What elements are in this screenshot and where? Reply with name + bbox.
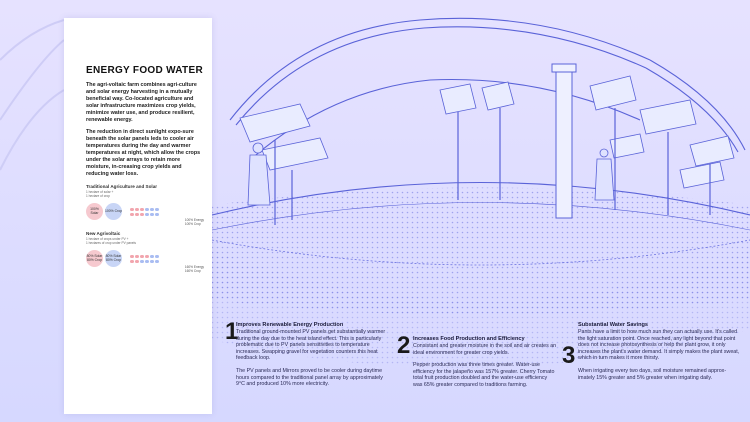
agrivoltaic-heading: New Agrivoltaic: [86, 230, 121, 236]
section-3-number: 3: [562, 342, 576, 369]
dot: [150, 213, 154, 217]
traditional-result-crop: 100% Crop: [184, 221, 201, 226]
dot: [135, 208, 139, 212]
section-2-number: 2: [397, 332, 411, 359]
agrivoltaic-dots: [130, 255, 159, 264]
traditional-sub1: 1 hectare of solar +: [86, 189, 114, 194]
dot: [130, 255, 134, 259]
dot: [135, 255, 139, 259]
dot: [150, 255, 154, 259]
section-1-number: 1: [225, 318, 239, 345]
agrivoltaic-sub2: 1 hectares of crop under PV panels: [86, 240, 136, 245]
traditional-dots: [130, 208, 159, 217]
dot: [130, 260, 134, 264]
card-title: ENERGY FOOD WATER: [86, 65, 203, 76]
section-2-body: [413, 336, 557, 395]
dot: [135, 213, 139, 217]
traditional-legend: [86, 201, 204, 226]
section-2-title: Increases Food Production and Efficiency: [413, 336, 525, 342]
traditional-crop-bubble: 100% Crop: [105, 203, 122, 220]
agrivoltaic-solar-bubble: 80% Solar 80% Crop: [86, 250, 103, 267]
dot: [135, 260, 139, 264]
agrivoltaic-legend: [86, 248, 204, 273]
traditional-heading: Traditional Agriculture and Solar: [86, 183, 158, 189]
agrivoltaic-result-crop: 160% Crop: [184, 268, 201, 273]
dot: [140, 208, 144, 212]
dot: [155, 213, 159, 217]
dot: [155, 208, 159, 212]
intro-paragraph: The agri-voltaic farm combines agri-culture and solar energy harvesting in a mutually beneficial way. Co-located agriculture and solar infrastructure maximizes crop yields, minimize water use, and produce resilient, renewable energy.: [86, 82, 197, 123]
agrivoltaic-diagram: [86, 230, 204, 273]
section-3-paragraph-2: When irrigating every two days, soil moisture remained approx-imately 15% greater and 5% greater when irrigating daily.: [578, 367, 727, 381]
section-3-title: Substantial Water Savings: [578, 322, 649, 328]
dot: [130, 213, 134, 217]
dot: [140, 255, 144, 259]
dot: [150, 208, 154, 212]
traditional-sub2: 1 hectare of crop: [86, 193, 110, 198]
section-2-paragraph-2: Pepper production was three times greater. Water-use efficiency for the jalapeño was 157% greater. Cherry Tomato total fruit production doubled and the water-use efficiency was 65% greater compared to traditions farming.: [413, 362, 555, 388]
dot: [155, 255, 159, 259]
agrivoltaic-result: [185, 265, 204, 273]
dot: [145, 255, 149, 259]
agrivoltaic-sub1: 1 hectare of crops under PV +: [86, 236, 129, 241]
dot: [145, 213, 149, 217]
dot: [150, 260, 154, 264]
section-1-paragraph-1: Traditional ground-mounted PV panels get substantially warmer during the day due to the heat island effect. This is particularly problematic due to PV panels sensitivities to temperature increases. Swapping gravel for vegetation counters this heat feedback loop.: [236, 329, 386, 362]
section-2-paragraph-1: Consistant and greater moisture in the soil and air creates an ideal environment for greater crop yields.: [413, 343, 557, 356]
section-1-body: [236, 322, 386, 394]
info-card: [64, 18, 212, 414]
agrivoltaic-crop-bubble: 80% Solar 80% Crop: [105, 250, 122, 267]
dot: [145, 208, 149, 212]
traditional-diagram: [86, 183, 204, 226]
traditional-solar-bubble: 100% Solar: [86, 203, 103, 220]
section-3-paragraph-1: Pants have a limit to how much sun they can actually use. It's called the light saturation point. Once reached, any light beyond that point does not increase photosynthesis or help the plant grow, it only increases the plant's water demand. It simply makes the plant sweat, which in turn makes it more thirsty.: [578, 329, 740, 362]
agrivoltaic-result-energy: 160% Energy: [184, 264, 204, 269]
dot: [155, 260, 159, 264]
dot: [140, 213, 144, 217]
section-1-paragraph-2: The PV panels and Mirrors proved to be cooler during daytime hours compared to the traditional panel array by approximately 9°C and produced 10% more electricity.: [236, 367, 383, 388]
traditional-result: [185, 218, 204, 226]
section-3-body: [578, 322, 742, 387]
dot: [145, 260, 149, 264]
section-1-title: Improves Renewable Energy Production: [236, 322, 344, 328]
dot: [130, 208, 134, 212]
info-card-content: [86, 65, 204, 273]
reduction-paragraph: The reduction in direct sunlight expo-sure beneath the solar panels leds to cooler air temperatures during the day and warmer temperatures at night, which allow the crops under the solar arrays to retain more moisture, in-creasing crop yields and reducing water loss.: [86, 129, 201, 177]
traditional-result-energy: 100% Energy: [184, 217, 204, 222]
dot: [140, 260, 144, 264]
